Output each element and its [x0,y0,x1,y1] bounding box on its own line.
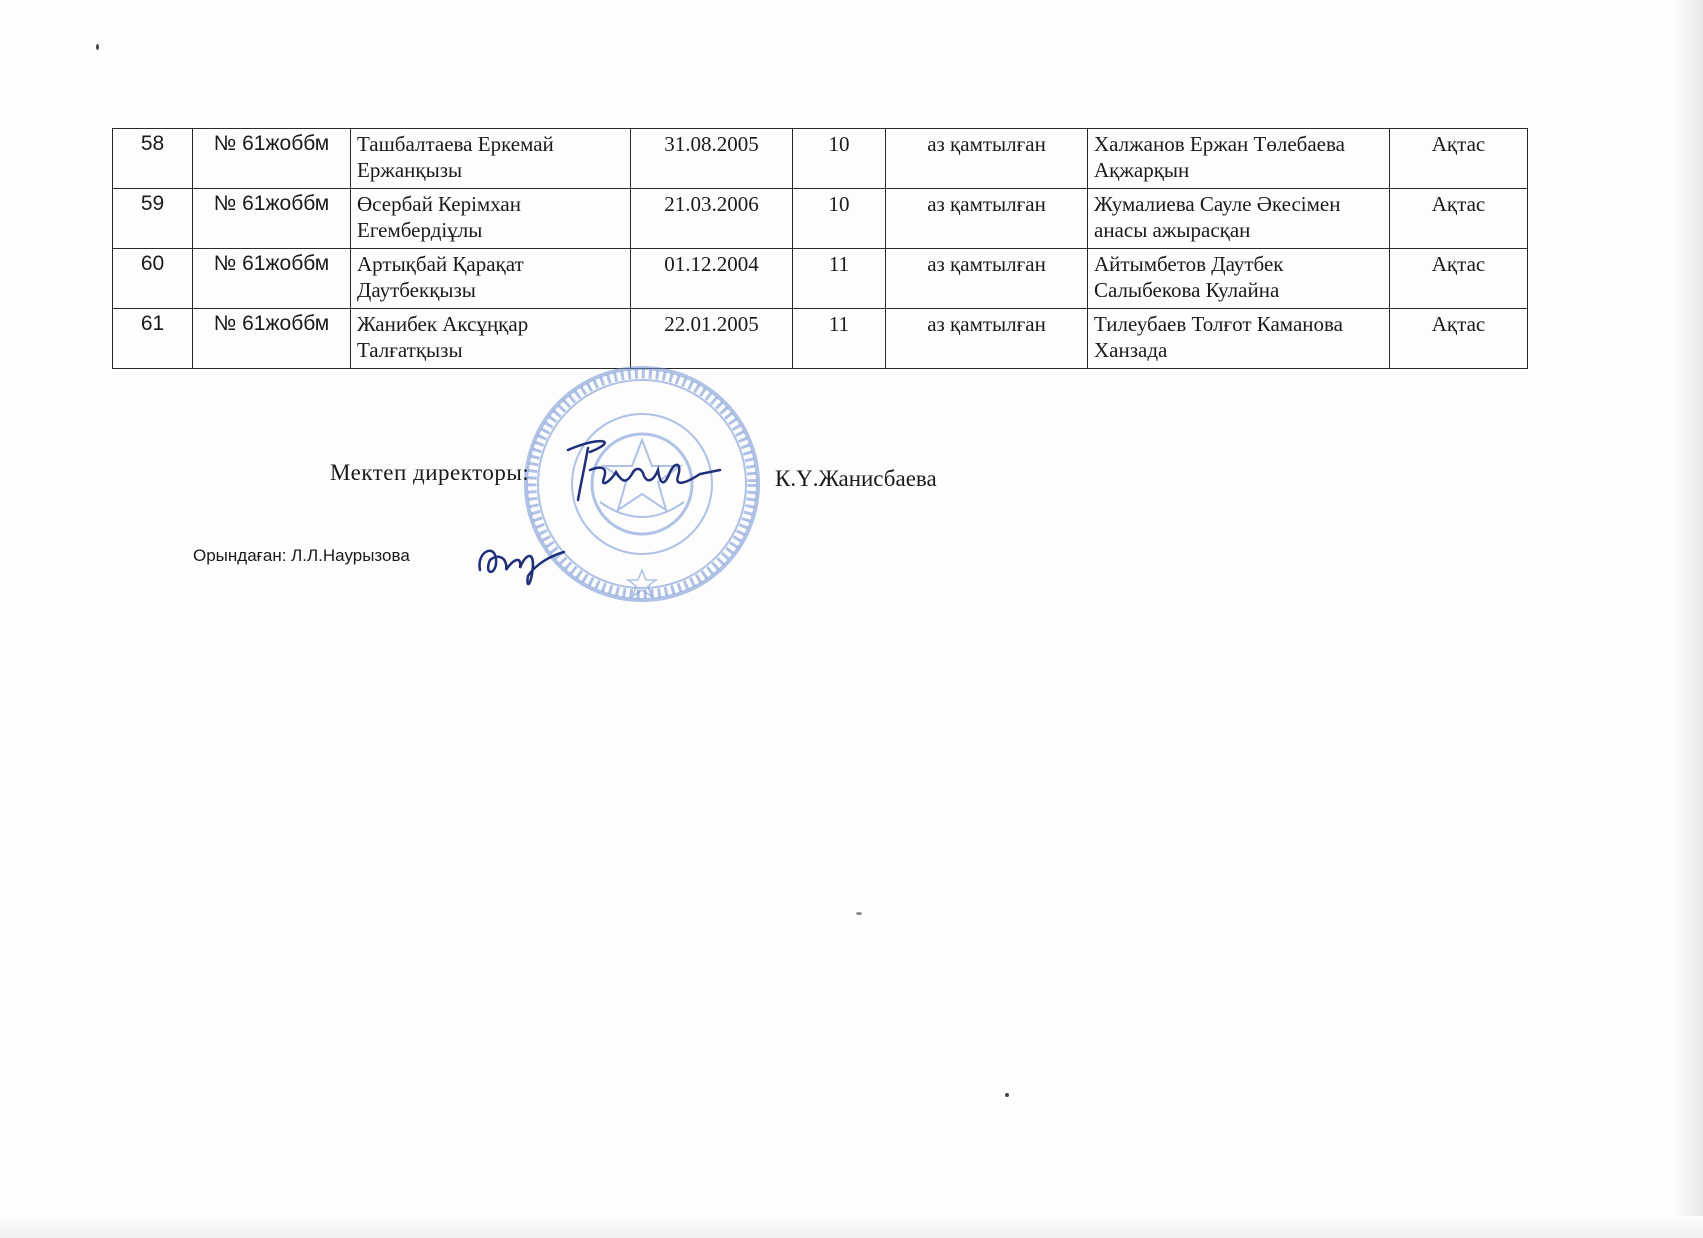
table-row [113,309,1528,369]
cell-name: Ташбалтаева Еркемай Ержанқызы [351,129,631,189]
cell-date: 21.03.2006 [631,189,793,249]
cell-parents: Жумалиева Сауле Әкесімен анасы ажырасқан [1088,189,1390,249]
cell-name: Жанибек Аксұңқар Талғатқызы [351,309,631,369]
cell-date: 01.12.2004 [631,249,793,309]
cell-village: Ақтас [1390,129,1528,189]
cell-date: 31.08.2005 [631,129,793,189]
cell-num: 61 [113,309,193,369]
director-label: Мектеп директоры: [330,460,530,485]
table-body [113,129,1528,369]
scan-edge-shadow [1675,0,1703,1238]
cell-parents: Тилеубаев Толғот Каманова Ханзада [1088,309,1390,369]
cell-school: № 61жоббм [193,249,351,309]
cell-num: 60 [113,249,193,309]
table-row [113,249,1528,309]
table-row [113,189,1528,249]
cell-parents: Халжанов Ержан Төлебаева Ақжарқын [1088,129,1390,189]
cell-village: Ақтас [1390,309,1528,369]
cell-num: 58 [113,129,193,189]
cell-village: Ақтас [1390,249,1528,309]
director-name: К.Ү.Жанисбаева [775,466,937,491]
cell-status: аз қамтылған [886,309,1088,369]
table-row [113,129,1528,189]
cell-school: № 61жоббм [193,189,351,249]
cell-date: 22.01.2005 [631,309,793,369]
scan-edge-shadow-bottom [0,1216,1703,1238]
cell-status: аз қамтылған [886,129,1088,189]
cell-village: Ақтас [1390,189,1528,249]
executor-line: Орындаған: Л.Л.Наурызова [193,546,410,565]
cell-name: Өсербай Керімхан Егембердіұлы [351,189,631,249]
cell-status: аз қамтылған [886,249,1088,309]
cell-grade: 10 [793,129,886,189]
cell-parents: Айтымбетов Даутбек Салыбекова Кулайна [1088,249,1390,309]
cell-num: 59 [113,189,193,249]
students-table [112,128,1528,369]
director-signature [560,430,730,510]
scan-speck [96,44,99,50]
cell-grade: 10 [793,189,886,249]
cell-school: № 61жоббм [193,129,351,189]
cell-school: № 61жоббм [193,309,351,369]
cell-status: аз қамтылған [886,189,1088,249]
cell-grade: 11 [793,309,886,369]
cell-grade: 11 [793,249,886,309]
executor-signature [470,530,570,590]
scan-speck [856,912,862,915]
scan-speck [1005,1093,1009,1097]
cell-name: Артықбай Қарақат Даутбекқызы [351,249,631,309]
